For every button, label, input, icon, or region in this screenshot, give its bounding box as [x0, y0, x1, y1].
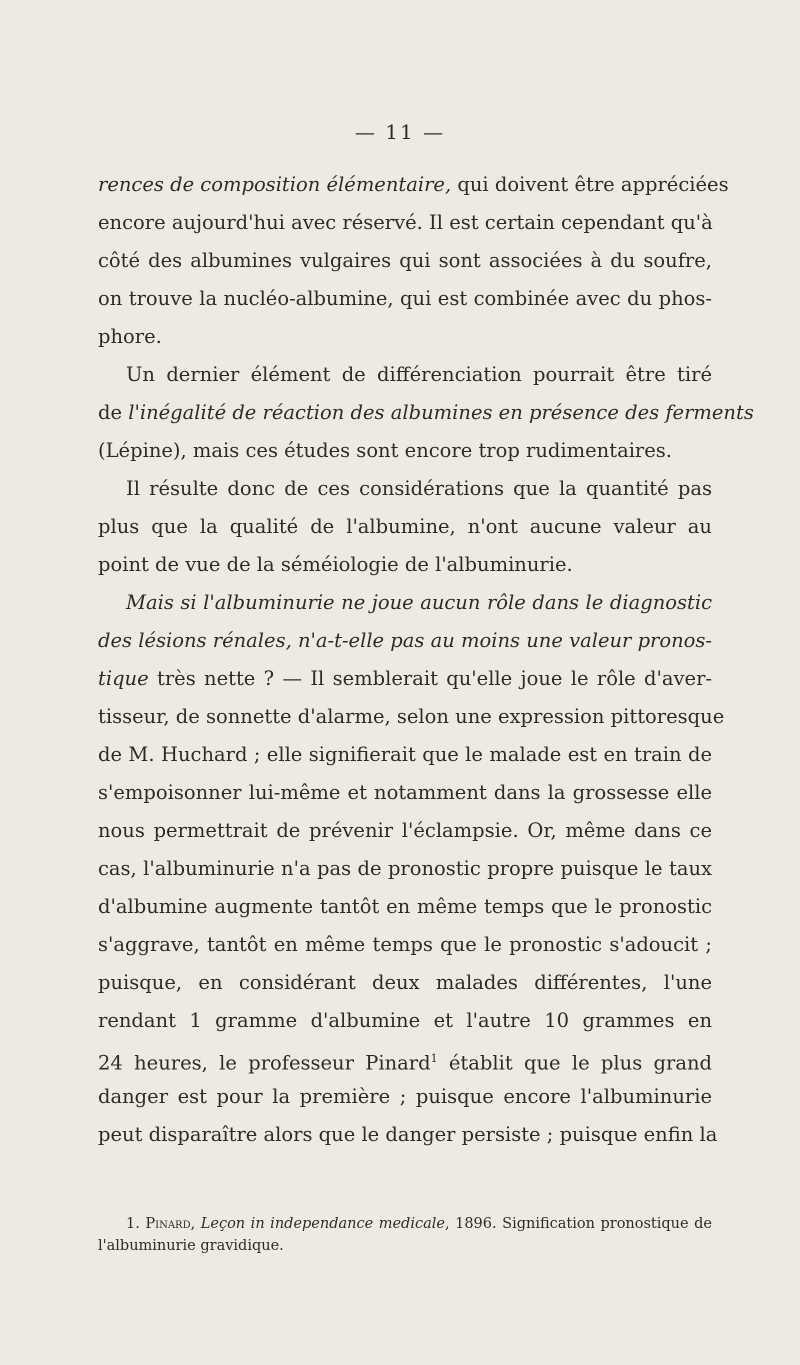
italic-phrase: des lésions rénales, n'a-t-elle pas au moins une valeur pronos- [98, 629, 713, 652]
text-line: Il résulte donc de ces considérations que la quantité pas [126, 477, 712, 500]
text-line: (Lépine), mais ces études sont encore trop rudimentaires. [98, 439, 673, 462]
text-line: côté des albumines vulgaires qui sont associées à du soufre, [98, 249, 712, 272]
text-line [98, 394, 754, 432]
footnote-line [98, 1213, 712, 1235]
text-line: puisque, en considérant deux malades différentes, l'une [98, 971, 712, 994]
text-span: 24 heures, le professeur Pinard [98, 1051, 431, 1075]
italic-phrase: tique [98, 667, 149, 690]
text-line: tisseur, de sonnette d'alarme, selon une expression pittoresque [98, 705, 725, 728]
text-line: danger est pour la première ; puisque encore l'albuminurie [98, 1085, 712, 1108]
footnote-author: Pinard [145, 1216, 191, 1232]
text-span: établit que le plus grand [437, 1051, 712, 1075]
text-line [98, 622, 712, 660]
text-line: plus que la qualité de l'albumine, n'ont aucune valeur au [98, 515, 712, 538]
text-span: très nette ? — Il semblerait qu'elle joue le rôle d'aver- [148, 667, 712, 690]
text-line: point de vue de la séméiologie de l'albuminurie. [98, 553, 573, 576]
text-line: Un dernier élément de différenciation pourrait être tiré [126, 363, 712, 386]
italic-phrase: rences de composition élémentaire, [98, 173, 452, 196]
text-line [98, 1040, 712, 1078]
text-span: , [190, 1216, 201, 1232]
text-line [98, 660, 712, 698]
text-line: on trouve la nucléo-albumine, qui est combinée avec du phos- [98, 287, 712, 310]
text-line [98, 166, 729, 204]
body-text [98, 166, 754, 1154]
italic-phrase: Mais si l'albuminurie ne joue aucun rôle dans le diagnostic [126, 591, 712, 614]
footnote-title: Leçon in independance medicale [200, 1216, 445, 1232]
footnote-number: 1. [126, 1216, 146, 1232]
text-line: rendant 1 gramme d'albumine et l'autre 10 grammes en [98, 1009, 712, 1032]
text-line: encore aujourd'hui avec réservé. Il est certain cependant qu'à [98, 211, 713, 234]
text-line: s'empoisonner lui-même et notamment dans la grossesse elle [98, 781, 712, 804]
text-line: peut disparaître alors que le danger persiste ; puisque enfin la [98, 1123, 718, 1146]
footnote-line: l'albuminurie gravidique. [98, 1238, 284, 1254]
footnote [98, 1213, 712, 1257]
text-line: cas, l'albuminurie n'a pas de pronostic propre puisque le taux [98, 857, 712, 880]
footnote-marker: 1 [430, 1052, 438, 1065]
text-span: de [98, 401, 129, 424]
text-span: qui doivent être appréciées [451, 173, 729, 196]
text-line [98, 584, 712, 622]
text-line: phore. [98, 325, 162, 348]
text-line: d'albumine augmente tantôt en même temps que le pronostic [98, 895, 712, 918]
text-span: , 1896. Signification pronostique de [444, 1216, 712, 1232]
text-line: nous permettrait de prévenir l'éclampsie. Or, même dans ce [98, 819, 712, 842]
page-number: — 11 — [354, 120, 446, 144]
text-line: de M. Huchard ; elle signifierait que le malade est en train de [98, 743, 712, 766]
text-line: s'aggrave, tantôt en même temps que le pronostic s'adoucit ; [98, 933, 712, 956]
italic-phrase: l'inégalité de réaction des albumines en présence des ferments [128, 401, 754, 424]
